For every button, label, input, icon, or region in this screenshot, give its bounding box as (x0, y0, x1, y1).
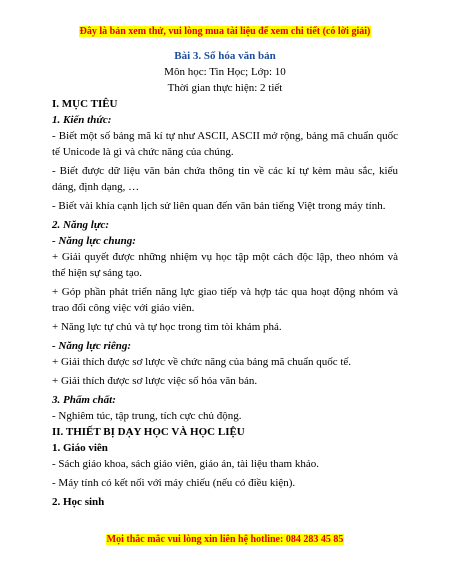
competence-heading (52, 217, 398, 233)
section-number: I (52, 98, 57, 110)
hotline-notice-text: Mọi thắc mắc vui lòng xin liên hệ hotline: 084 283 45 85 (106, 534, 344, 545)
qualities-title: . Phẩm chất: (57, 394, 116, 406)
general-competence-item: + Giải quyết được những nhiệm vụ học tập một cách độc lập, theo nhóm và thể hiện sự sáng tạo. (52, 251, 398, 279)
knowledge-item: - Biết vài khía cạnh lịch sử liên quan đến văn bản tiếng Việt trong máy tính. (52, 200, 386, 212)
teacher-heading: 1. Giáo viên (52, 442, 108, 454)
teacher-item: - Máy tính có kết nối với máy chiếu (nếu có điều kiện). (52, 477, 296, 489)
knowledge-heading (52, 112, 398, 128)
hotline-notice (0, 533, 450, 546)
general-competence-item: + Góp phần phát triển năng lực giao tiếp và hợp tác qua hoạt động nhóm và trao đổi công việc với giáo viên. (52, 286, 398, 314)
student-heading: 2. Học sinh (52, 496, 105, 508)
competence-title: . Năng lực: (57, 219, 110, 231)
lesson-title: Bài 3. Số hóa văn bản (174, 50, 276, 62)
preview-notice-text: Đây là bản xem thử, vui lòng mua tài liệu để xem chi tiết (có lời giải) (79, 26, 371, 37)
preview-notice (0, 25, 450, 38)
specific-competence-heading: - Năng lực riêng: (52, 340, 132, 352)
section-objectives-heading (52, 96, 398, 112)
specific-competence-item: + Giải thích được sơ lược về chức năng của bảng mã chuẩn quốc tế. (52, 356, 352, 368)
knowledge-title: . Kiến thức: (57, 114, 112, 126)
teacher-item: - Sách giáo khoa, sách giáo viên, giáo án, tài liệu tham khảo. (52, 458, 319, 470)
specific-competence-item: + Giải thích được sơ lược việc số hóa văn bản. (52, 375, 258, 387)
knowledge-item: - Biết được dữ liệu văn bản chứa thông tin về các kí tự kèm màu sắc, kiểu dáng, định dạng, … (52, 165, 398, 193)
qualities-number: 3 (52, 394, 58, 406)
competence-number: 2 (52, 219, 58, 231)
document-body (52, 48, 398, 510)
section-title: . MỤC TIÊU (56, 98, 118, 110)
duration-line: Thời gian thực hiện: 2 tiết (167, 82, 283, 94)
subject-line: Môn học: Tin Học; Lớp: 10 (164, 66, 286, 78)
section-equipment-heading: II. THIẾT BỊ DẠY HỌC VÀ HỌC LIỆU (52, 426, 245, 438)
knowledge-number: 1 (52, 114, 58, 126)
qualities-heading (52, 392, 398, 408)
general-competence-item: + Năng lực tự chủ và tự học trong tìm tòi khám phá. (52, 321, 282, 333)
qualities-item: - Nghiêm túc, tập trung, tích cực chủ động. (52, 410, 242, 422)
knowledge-item: - Biết một số bảng mã kí tự như ASCII, ASCII mở rộng, bảng mã chuẩn quốc tế Unicode là gì và chức năng của chúng. (52, 130, 398, 158)
general-competence-heading: - Năng lực chung: (52, 235, 136, 247)
